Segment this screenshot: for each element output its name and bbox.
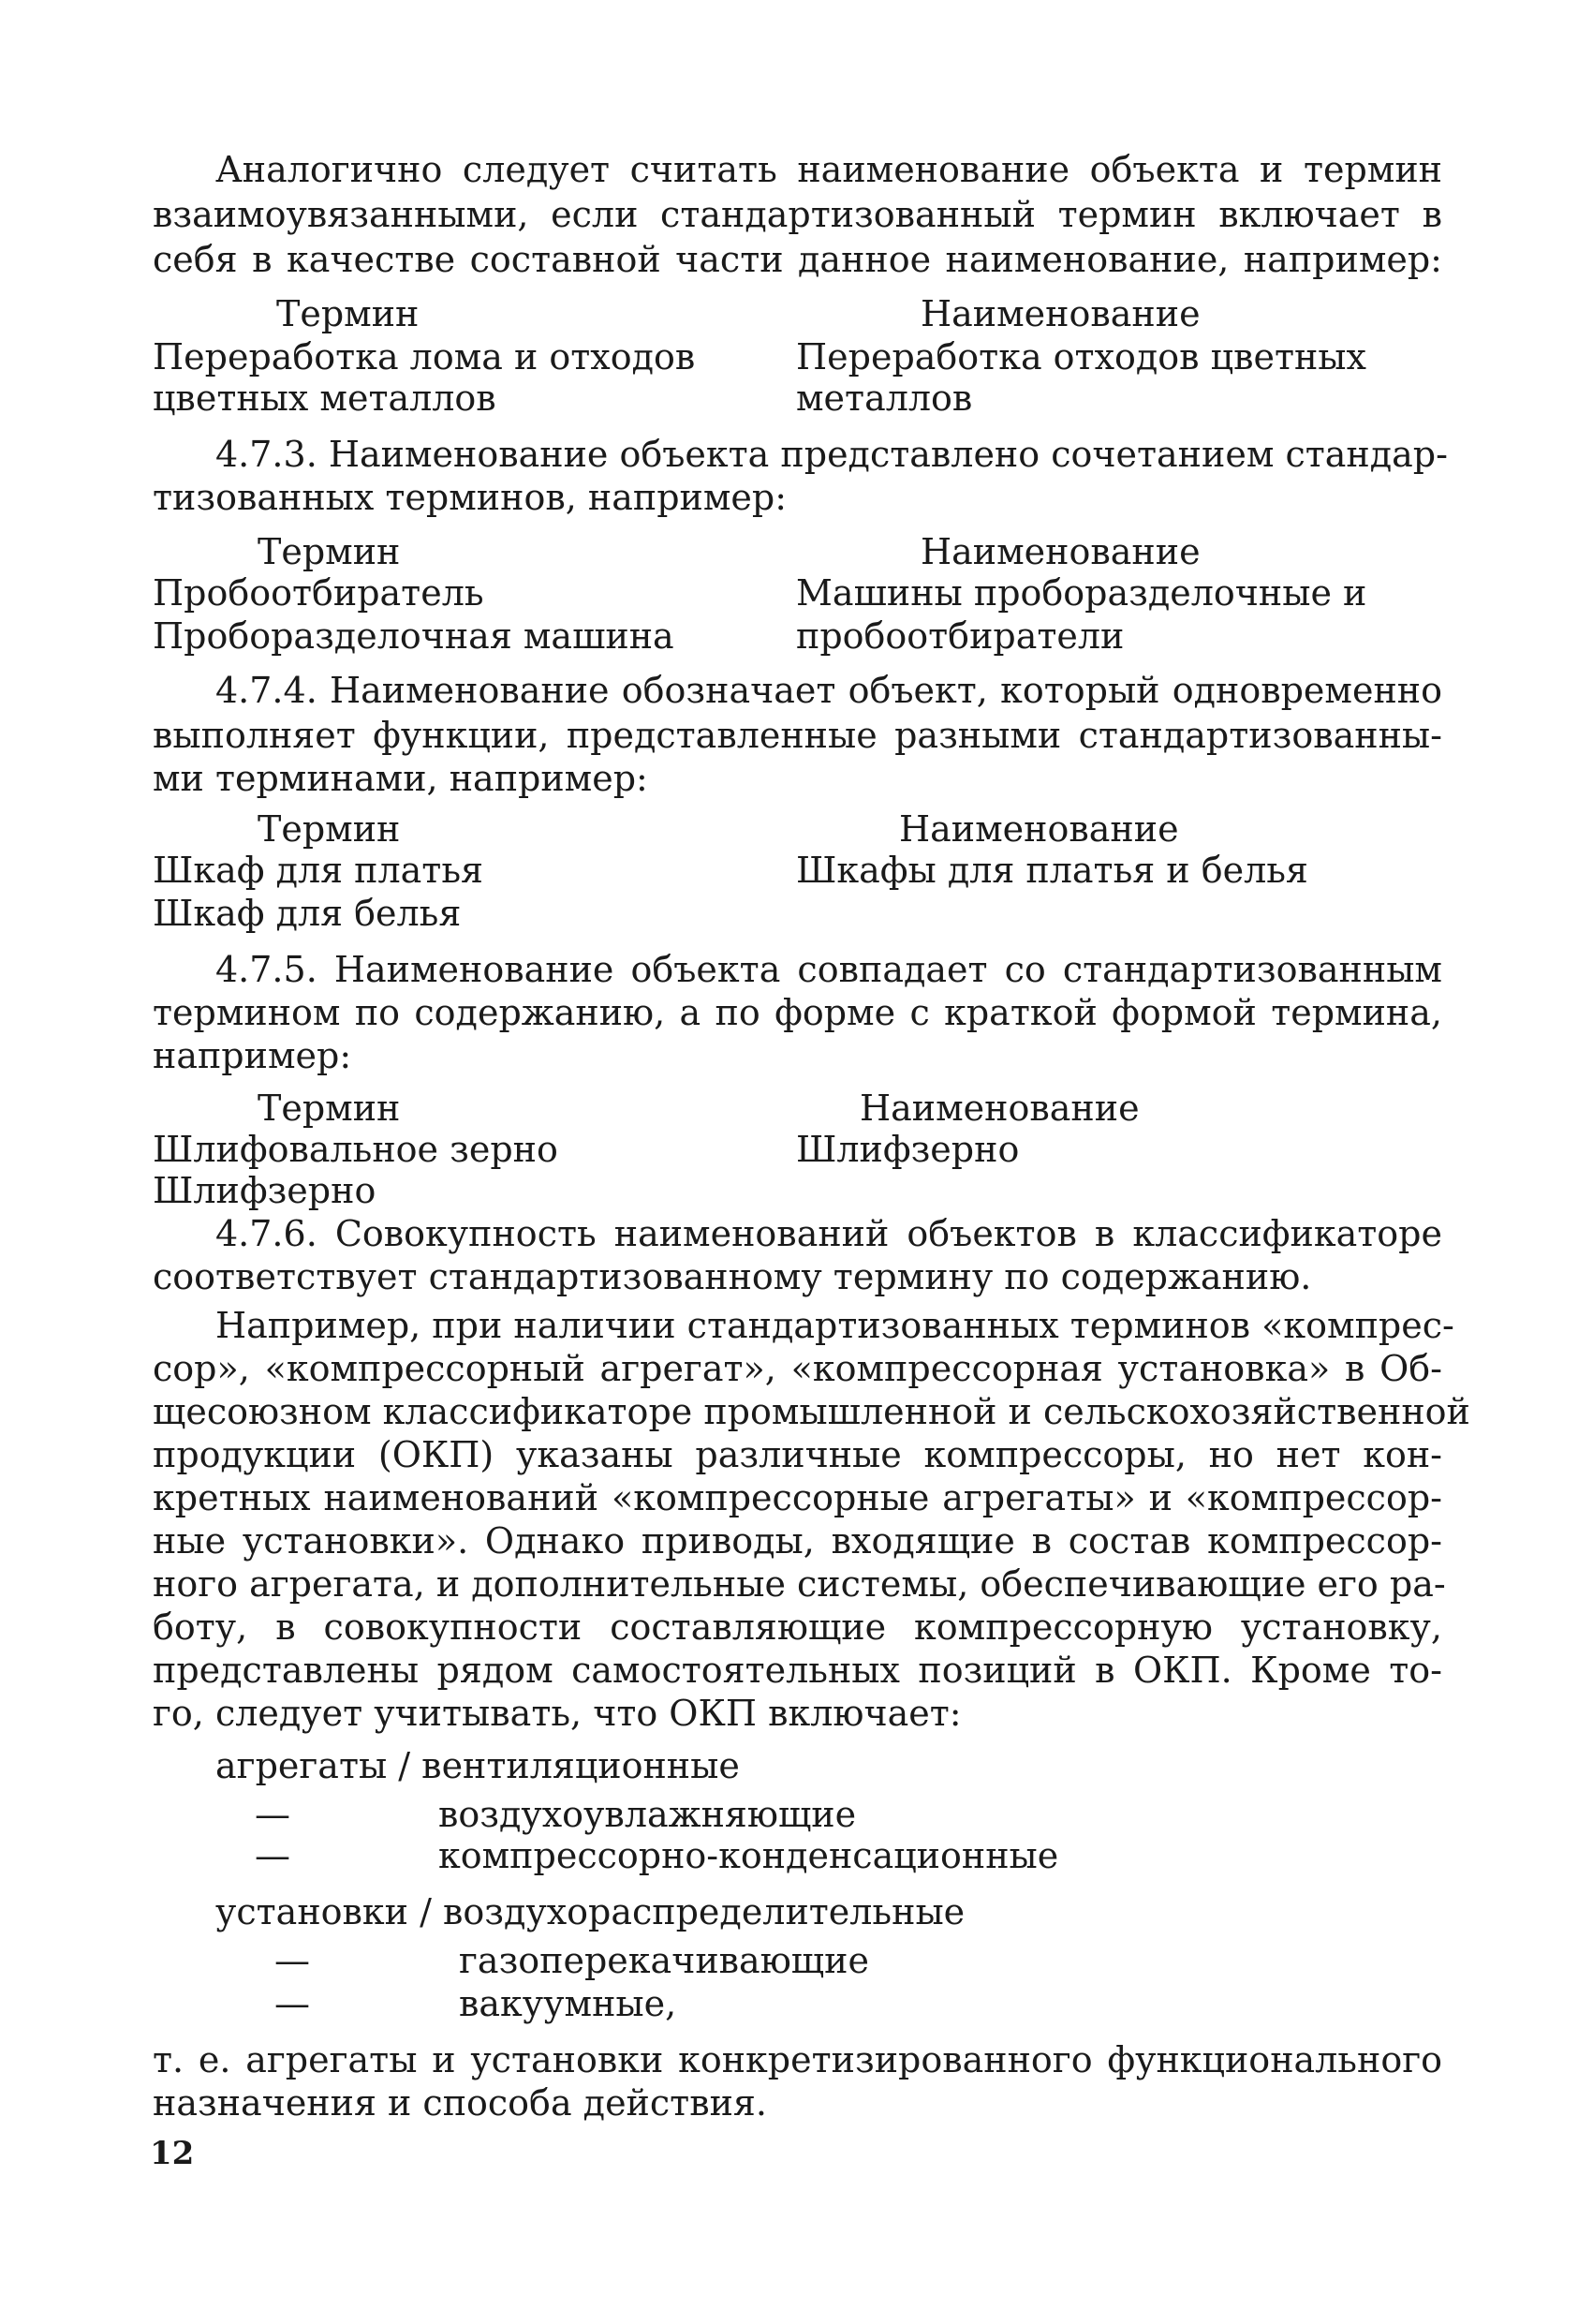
paragraph-line: себя в качестве составной части данное наименование, например: [153,239,1442,280]
paragraph-line: т. е. агрегаты и установки конкретизированного функционального [153,2039,1442,2080]
paragraph-line: ного агрегата, и дополнительные системы, обеспечивающие его ра- [153,1563,1446,1605]
list-head-installations: установки / воздухораспределительные [215,1891,966,1932]
paragraph-line: представлены рядом самостоятельных позиций в ОКП. Кроме то- [153,1650,1442,1691]
paragraph-line: назначения и способа действия. [153,2082,767,2124]
paragraph-line: Например, при наличии стандартизованных терминов «компрес- [215,1305,1454,1346]
name-column-header: Наименование [921,531,1201,572]
section-4-7-5-line: термином по содержанию, а по форме с краткой формой термина, [153,992,1442,1033]
list-item: вакуумные, [459,1983,677,2024]
paragraph-line: ные установки». Однако приводы, входящие в состав компрессор- [153,1520,1442,1562]
list-item: газоперекачивающие [459,1940,869,1981]
list-item: компрессорно-конденсационные [438,1835,1059,1876]
name-cell: Переработка отходов цветных [796,336,1366,377]
name-column-header: Наименование [860,1088,1140,1129]
name-column-header: Наименование [921,293,1201,334]
section-4-7-4-line: выполняет функции, представленные разными стандартизованны- [153,715,1442,756]
term-cell: Пробоотбиратель [153,572,484,614]
term-cell: Проборазделочная машина [153,615,674,657]
term-cell: Шлифзерно [153,1170,376,1211]
paragraph-line: кретных наименований «компрессорные агрегаты» и «компрессор- [153,1477,1442,1518]
section-4-7-4-line: 4.7.4. Наименование обозначает объект, который одновременно [215,670,1442,711]
section-4-7-5-line: например: [153,1035,352,1076]
term-column-header: Термин [276,293,420,334]
paragraph-line: го, следует учитывать, что ОКП включает: [153,1693,962,1734]
list-head-aggregates: агрегаты / вентиляционные [215,1745,740,1786]
page-number: 12 [150,2135,195,2172]
name-cell: Машины проборазделочные и [796,572,1367,614]
term-column-header: Термин [258,1088,401,1129]
section-4-7-5-line: 4.7.5. Наименование объекта совпадает со стандартизованным [215,949,1442,990]
section-4-7-4-line: ми терминами, например: [153,758,648,799]
paragraph-line: продукции (ОКП) указаны различные компрессоры, но нет кон- [153,1434,1442,1475]
list-dash: — [274,1940,310,1981]
section-4-7-6-line: соответствует стандартизованному термину по содержанию. [153,1256,1312,1297]
term-cell: цветных металлов [153,377,496,419]
name-column-header: Наименование [899,808,1179,850]
section-4-7-3-line: тизованных терминов, например: [153,477,788,518]
name-cell: металлов [796,377,973,419]
term-cell: Переработка лома и отходов [153,336,696,377]
term-cell: Шкаф для белья [153,893,462,934]
section-4-7-6-line: 4.7.6. Совокупность наименований объектов в классификаторе [215,1213,1442,1254]
section-4-7-3-line: 4.7.3. Наименование объекта представлено сочетанием стандар- [215,434,1448,475]
name-cell: пробоотбиратели [796,615,1125,657]
list-item: воздухоувлажняющие [438,1794,857,1835]
name-cell: Шлифзерно [796,1129,1020,1170]
list-dash: — [255,1835,290,1876]
paragraph-line: щесоюзном классификаторе промышленной и сельскохозяйственной [153,1391,1470,1432]
list-dash: — [274,1983,310,2024]
term-cell: Шкаф для платья [153,850,483,891]
paragraph-line: Аналогично следует считать наименование объекта и термин [215,149,1442,190]
paragraph-line: боту, в совокупности составляющие компрессорную установку, [153,1606,1442,1648]
term-column-header: Термин [258,531,401,572]
paragraph-line: взаимоувязанными, если стандартизованный термин включает в [153,194,1442,235]
term-column-header: Термин [258,808,401,850]
name-cell: Шкафы для платья и белья [796,850,1308,891]
term-cell: Шлифовальное зерно [153,1129,558,1170]
list-dash: — [255,1794,290,1835]
paragraph-line: сор», «компрессорный агрегат», «компрессорная установка» в Об- [153,1348,1442,1389]
